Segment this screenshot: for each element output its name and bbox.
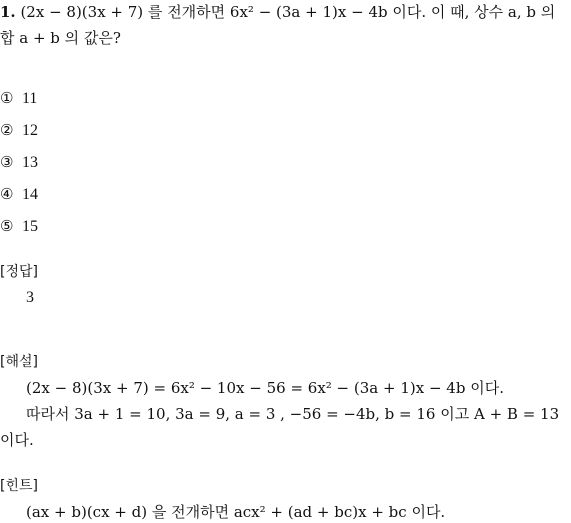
choice-value: 12 [22, 122, 38, 139]
explanation-line-3: 이다. [0, 431, 34, 449]
choice-marker: ① [0, 89, 14, 107]
choice-2[interactable] [0, 120, 38, 141]
choice-marker: ⑤ [0, 217, 14, 235]
hint-label: [힌트] [0, 478, 38, 494]
problem-statement [0, 2, 555, 22]
choice-marker: ③ [0, 153, 14, 171]
answer-label: [정답] [0, 264, 38, 280]
choice-value: 13 [22, 154, 38, 171]
problem-line-1: (2x − 8)(3x + 7) 를 전개하면 6x² − (3a + 1)x − 4b 이다. 이 때, 상수 a, b 의 [20, 3, 556, 21]
choice-3[interactable] [0, 152, 38, 173]
choice-marker: ② [0, 121, 14, 139]
choice-4[interactable] [0, 184, 38, 205]
problem-line-2-row [0, 28, 121, 48]
choice-1[interactable] [0, 88, 37, 109]
problem-number: 1. [0, 3, 16, 21]
explanation-label: [해설] [0, 354, 38, 370]
explanation-line-2: 따라서 3a + 1 = 10, 3a = 9, a = 3 , −56 = −4b, b = 16 이고 A + B = 13 [26, 405, 560, 423]
problem-line-2: 합 a + b 의 값은? [0, 29, 121, 47]
choice-marker: ④ [0, 185, 14, 203]
choice-value: 11 [22, 90, 38, 107]
choice-value: 14 [22, 186, 38, 203]
choice-5[interactable] [0, 216, 38, 237]
answer-value: 3 [26, 289, 34, 306]
choice-value: 15 [22, 218, 38, 235]
explanation-line-1: (2x − 8)(3x + 7) = 6x² − 10x − 56 = 6x² − (3a + 1)x − 4b 이다. [26, 379, 504, 397]
hint-line-1: (ax + b)(cx + d) 을 전개하면 acx² + (ad + bc)x + bc 이다. [26, 503, 446, 521]
